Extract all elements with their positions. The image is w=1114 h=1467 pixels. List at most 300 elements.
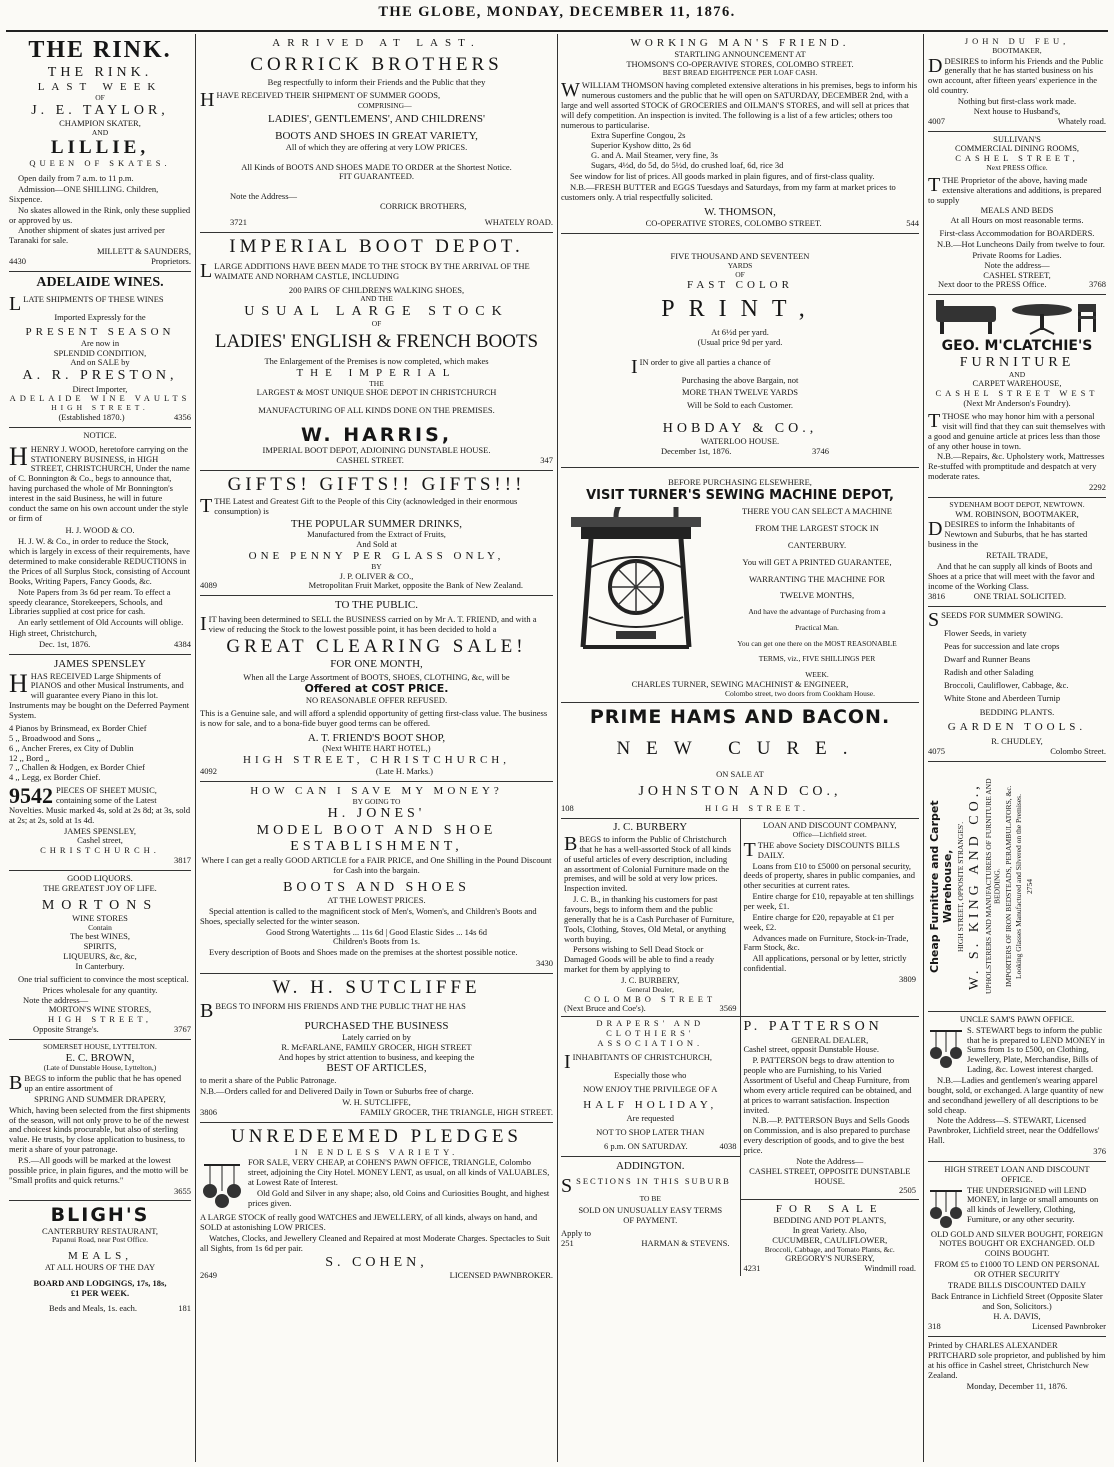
ad-line: CANTERBURY RESTAURANT, — [42, 1225, 158, 1236]
ad-line: OF — [735, 269, 745, 279]
ad-line: WINE STORES — [72, 912, 128, 923]
ad-vertical-line: IMPORTERS OF IRON BEDSTEADS, PERAMBULATORS, &c. — [1003, 785, 1013, 988]
list-item: Sugars, 4½d, do 5d, do 5½d, do crushed loaf, 6d, rice 3d — [591, 160, 784, 171]
ad-line: ONE TRIAL SOLICITED. — [973, 591, 1066, 602]
ad-number: 181 — [178, 1303, 191, 1314]
ad-text: HAS RECEIVED Large Shipments of PIANOS and other Musical Instruments, and will guarantee every Piano in this lot. Instruments may be bought on the Deferred Payment System. — [9, 670, 190, 721]
imprint-date: Monday, December 11, 1876. — [966, 1380, 1068, 1391]
ad-text: This is a Genuine sale, and will afford a splendid opportunity of getting first-class value. The business is now for sale, and to a bona-fide buyer good terms can be offered. — [200, 707, 548, 728]
ad-text: A LARGE STOCK of really good WATCHES and JEWELLERY, of all kinds, always on hand, and SOLD at astonishing LOW PRICES. — [200, 1212, 538, 1233]
ad-text: N.B.—Ladies and gentlemen's wearing apparel bought, sold, or exchanged. A large quantity of new and secondhand jewellery of all descriptions to be sold cheap. — [928, 1074, 1104, 1115]
ad-heading: UNREDEEMED PLEDGES — [230, 1125, 523, 1147]
ad-text: See window for list of prices. All goods marked in plain figures, and of first-class quality. — [570, 170, 875, 181]
ad-number: 3768 — [1089, 279, 1106, 290]
drop-cap: I — [631, 355, 638, 378]
ad-heading: NOTICE. — [83, 429, 117, 440]
column-rule — [195, 34, 196, 1462]
ad-working-mans-friend — [561, 34, 919, 234]
ad-line: General Dealer, — [626, 984, 674, 994]
ad-number: 3817 — [174, 855, 191, 866]
ad-number: 4356 — [173, 411, 191, 422]
ad-line: GARDEN TOOLS. — [947, 721, 1087, 734]
ad-line: ESTABLISHMENT, — [290, 838, 463, 854]
ad-line: CASHEL STREET WEST — [935, 388, 1099, 399]
ad-line: 200 PAIRS OF CHILDREN'S WALKING SHOES, — [288, 284, 465, 295]
ad-heading: WORKING MAN'S FRIEND. — [630, 37, 850, 49]
ad-line: Apply to — [561, 1228, 591, 1239]
ad-text: Old Gold and Silver in any shape; also, old Coins and Curiosities Bought, and highest prices given. — [248, 1188, 550, 1208]
ad-text: DESIRES to inform the Inhabitants of Newtown and Suburbs, that he has started business in the — [928, 519, 1088, 550]
ad-loan-discount — [741, 819, 920, 1016]
ad-line: HARMAN & STEVENS. — [641, 1237, 730, 1248]
pawnbroker-balls-icon — [928, 1188, 964, 1230]
ad-split-row-1 — [561, 819, 919, 1017]
ad-line: Next door to the PRESS Office. — [938, 279, 1047, 290]
ad-heading: JOHN DU FEU, — [964, 36, 1070, 46]
ad-line: When all the Large Assortment of BOOTS, SHOES, CLOTHING, &c, will be — [243, 672, 510, 683]
ad-line: BOOTS AND SHOES IN GREAT VARIETY, — [275, 129, 478, 142]
ad-text: Opposite Strange's. — [33, 1024, 99, 1035]
ad-line: MORTON'S WINE STORES, — [48, 1004, 152, 1015]
ad-text: Note Papers from 3s 6d per ream. To effect a speedy clearance, Storekeepers, Schools, and Libraries supplied at cost price for cash. — [9, 586, 171, 617]
ad-text: Note the Address—S. STEWART, Licensed Pawnbroker, Lichfield street, near the Oddfellows' Hall. — [928, 1115, 1100, 1146]
ad-line: ON SALE AT — [716, 769, 764, 780]
ad-text: Loans from £10 to £5000 on personal security, deeds of property, shares in public companies, and other securities at current rates. — [743, 860, 916, 891]
ad-name: W. THOMSON, — [704, 206, 776, 219]
ad-line: BEDDING AND POT PLANTS, — [773, 1215, 887, 1226]
ad-vertical-heading: Cheap Furniture and Carpet Warehouse, — [928, 800, 954, 973]
ad-line: ADELAIDE WINE VAULTS — [9, 393, 191, 404]
ad-text: Dec. 1st, 1876. — [39, 639, 91, 650]
ad-line: All Kinds of BOOTS AND SHOES MADE TO ORDER at the Shortest Notice. — [241, 161, 512, 172]
ad-heading: HIGH STREET LOAN AND DISCOUNT OFFICE. — [944, 1163, 1090, 1184]
ad-line: BY GOING TO — [352, 796, 401, 806]
ad-line: LARGEST & MOST UNIQUE SHOE DEPOT IN CHRISTCHURCH — [256, 387, 497, 398]
ad-vertical-line: Looking Glasses Manufactured and Silvered on the Premises. — [1014, 793, 1024, 979]
ad-line: Note the address— — [984, 259, 1050, 270]
ad-line: Licensed Pawnbroker — [1032, 1321, 1106, 1332]
ad-line: Beg respectfully to inform their Friends and the Public that they — [267, 76, 486, 87]
ad-text: DESIRES to inform his Friends and the Public generally that he has started business on his own account, after fifteen years' experience in the old country. — [928, 55, 1104, 96]
ad-the-rink — [9, 34, 191, 272]
ad-heading: IMPERIAL BOOT DEPOT. — [229, 235, 524, 257]
ad-line: AND — [1008, 369, 1026, 379]
ad-line: The Enlargement of the Premises is now completed, which makes — [264, 356, 489, 367]
ad-line: Note the Address— — [230, 191, 298, 202]
ad-line: At 6½d per yard. — [711, 326, 769, 337]
ad-line: Note the Address— — [796, 1155, 864, 1166]
ad-text: H. J. W. & Co., in order to reduce the Stock, which is largely in excess of their requirements, have determined to make considerable REDUCTIONS in the Prices of all Surplus Stock, consisting of Account Books, Writing Papers, Fancy Goods, &c. — [9, 536, 191, 586]
ad-line: H. A. DAVIS, — [993, 1311, 1041, 1322]
ad-number: 318 — [928, 1321, 941, 1332]
ad-line: Manufactured from the Extract of Fruits, — [307, 529, 446, 540]
ad-text: BEGS to inform the Public of Christchurch that he has a well-assorted Stock of all kinds of useful articles of every description, including an assortment of Colonial Furniture made on the premises, and will be sold at very low prices. Inspection invited. — [564, 833, 731, 894]
ad-line: Especially those who — [614, 1069, 687, 1080]
ad-line: OF PAYMENT. — [623, 1215, 678, 1226]
ad-line: CASHEL STREET, — [955, 153, 1079, 164]
ad-line: SOLD ON UNUSUALLY EASY TERMS — [578, 1205, 723, 1216]
furniture-illustration — [932, 298, 1102, 338]
ad-name: A. R. PRESTON, — [22, 368, 178, 384]
ad-line: Will be Sold to each Customer. — [687, 400, 793, 411]
ad-line: FIVE THOUSAND AND SEVENTEEN — [670, 251, 810, 262]
ad-number: 4089 — [200, 580, 217, 591]
ad-number: 4007 — [928, 115, 945, 126]
ad-line: And hopes by strict attention to business, and keeping the — [278, 1051, 475, 1062]
ad-text: THE UNDERSIGNED will LEND MONEY, in large or small amounts on all kinds of Jewellery, Clothing, Furniture, or any other security. — [967, 1184, 1099, 1225]
ad-line: FURNITURE — [959, 354, 1075, 370]
ad-line: YARDS — [727, 260, 753, 270]
ad-number: 4092 — [200, 766, 217, 777]
ad-line: WEEK. — [805, 669, 829, 679]
ad-line: CO-OPERATIVE STORES, COLOMBO STREET. — [645, 218, 822, 229]
ad-number: 4231 — [743, 1263, 761, 1274]
ad-line: December 1st, 1876. — [661, 446, 732, 457]
ad-heading: GEO. M'CLATCHIE'S — [941, 338, 1093, 355]
drop-cap: I — [200, 612, 207, 635]
ad-text: IT having been determined to SELL the BUSINESS carried on by Mr A. T. FRIEND, and with a view of reducing the Stock to the lowest possible point, it has been decided to hold a — [208, 613, 537, 634]
ad-line: OF — [371, 319, 382, 329]
ad-line: HIGH STREET, — [47, 1014, 153, 1025]
ad-number: 3746 — [812, 446, 829, 457]
ad-line: H. J. WOOD & CO. — [65, 524, 135, 535]
ad-heading: P. PATTERSON — [743, 1019, 883, 1035]
ad-johnston-hams — [561, 703, 919, 819]
ad-line: HALF HOLIDAY, — [583, 1098, 718, 1111]
drop-cap: I — [564, 1050, 571, 1073]
ad-text: All applications, personal or by letter, strictly confidential. — [743, 953, 907, 974]
ad-text: to merit a share of the Public Patronage. — [200, 1075, 337, 1086]
ad-mclatchie-furniture — [928, 295, 1106, 498]
ad-line: CHAMPION SKATER, — [59, 117, 141, 128]
ad-adelaide-wines — [9, 272, 191, 428]
ad-line: COLOMBO STREET — [584, 993, 717, 1004]
ad-line: LIQUEURS, &c, &c, — [63, 951, 137, 962]
ad-text: High street, Christchurch, — [9, 628, 97, 639]
ad-line: (Next Bruce and Coe's). — [564, 1003, 646, 1014]
ad-line: HIGH STREET, CHRISTCHURCH, — [243, 754, 510, 767]
ad-line: 6 p.m. ON SATURDAY. — [604, 1141, 688, 1152]
ad-text: N.B.—Orders called for and Delivered Daily in Town or Suburbs free of charge. — [200, 1085, 474, 1096]
ad-text: OLD GOLD AND SILVER BOUGHT, FOREIGN NOTES BOUGHT OR EXCHANGED. OLD COINS BOUGHT. — [930, 1228, 1104, 1259]
ad-text: Open daily from 7 a.m. to 11 p.m. — [18, 173, 134, 184]
ad-line: CHARLES TURNER, SEWING MACHINIST & ENGINEER, — [631, 678, 849, 689]
ad-text: THE above Society DISCOUNTS BILLS DAILY. — [757, 839, 900, 860]
ad-line: (Late of Dunstable House, Lyttelton,) — [43, 1063, 157, 1073]
ad-line: RETAIL TRADE, — [986, 550, 1048, 561]
ad-gifts — [200, 471, 553, 596]
ad-text: Beds and Meals, 1s. each. — [49, 1303, 138, 1314]
ad-line: IN ENDLESS VARIETY. — [294, 1146, 459, 1157]
ad-number: 4384 — [174, 639, 191, 650]
ad-heading: J. C. BURBERY — [613, 821, 688, 834]
ad-heading: LOAN AND DISCOUNT COMPANY, — [762, 820, 897, 831]
ad-line: CASHEL STREET. — [336, 455, 404, 465]
ad-line: Good Strong Watertights ... 11s 6d | Good Elastic Sides ... 14s 6d — [265, 926, 488, 937]
ad-vertical-line: UPHOLSTERERS AND MANUFACTURERS OF FURNITURE AND BEDDING. — [984, 778, 1003, 995]
drop-cap: B — [9, 1072, 23, 1095]
ad-line: FROM THE LARGEST STOCK IN — [755, 522, 879, 533]
ad-line: GOOD LIQUORS. — [67, 872, 133, 883]
ad-line: And Sold at — [356, 539, 397, 550]
ad-text: S. STEWART begs to inform the public that he is prepared to LEND MONEY in Sums from 1s to £500, on Clothing, Jewellery, Plate, Merchandise, Bills of Lading, &c. Lowest interest charged. — [967, 1024, 1105, 1075]
ad-line: Cashel street, opposit Dunstable House. — [743, 1044, 880, 1055]
ad-james-spensley — [9, 655, 191, 871]
ad-line: HIGH STREET. — [51, 403, 149, 413]
column-4 — [925, 34, 1109, 1462]
ad-line: CANTERBURY. — [787, 539, 847, 550]
ad-line: JAMES SPENSLEY, — [63, 825, 137, 836]
ad-line: PURCHASED THE BUSINESS — [304, 1020, 449, 1033]
list-item: 5 ,, Broadwood and Sons ,, — [9, 732, 101, 743]
drop-cap: T — [200, 494, 213, 517]
ad-text: Proprietors. — [151, 256, 191, 267]
ad-name: HOBDAY & CO., — [662, 421, 818, 437]
list-item: 4 Pianos by Brinsmead, ex Border Chief — [9, 722, 147, 733]
ad-name: W. HARRIS, — [300, 424, 453, 447]
ad-corrick-brothers — [200, 34, 553, 233]
ad-line: MANUFACTURING OF ALL KINDS DONE ON THE PREMISES. — [258, 405, 495, 416]
ad-line: COMMERCIAL DINING ROOMS, — [954, 143, 1080, 154]
ad-line: MORE THAN TWELVE YARDS — [682, 387, 798, 398]
ad-heading: PRINT, — [661, 296, 819, 323]
ad-heading: CORRICK BROTHERS — [250, 53, 503, 75]
ad-text: Special attention is called to the magnificent stock of Men's, Women's, and Children's Boots and Shoes, specially selected for the winter season. — [200, 905, 537, 926]
ad-text: THE Latest and Greatest Gift to the People of this City (acknowledged in their enormous consumption) is — [214, 495, 518, 516]
ad-line: FOR ONE MONTH, — [330, 657, 423, 670]
ad-line: AT THE LOWEST PRICES. — [327, 894, 426, 905]
ad-line: WM. ROBINSON, BOOTMAKER, — [955, 508, 1079, 519]
ad-mortons — [9, 871, 191, 1040]
ad-text: Every description of Boots and Shoes made on the premises at the shortest possible notice. — [209, 947, 518, 958]
ad-text: LARGE ADDITIONS HAVE BEEN MADE TO THE STOCK BY THE ARRIVAL OF THE WAIMATE AND NORHAM CASTLE, INCLUDING — [214, 260, 530, 281]
ad-line: Lately carried on by — [342, 1031, 411, 1042]
ad-text: HAVE RECEIVED THEIR SHIPMENT OF SUMMER GOODS, — [216, 89, 441, 100]
ad-s-cohen — [200, 1123, 553, 1285]
ad-text: BEGS to inform the public that he has opened up an entire assortment of — [24, 1073, 182, 1094]
ad-line: Practical Man. — [795, 622, 839, 632]
ad-text: INHABITANTS OF CHRISTCHURCH, — [572, 1051, 713, 1062]
ad-line: R. CHUDLEY, — [991, 736, 1043, 747]
ad-line: GENERAL DEALER, — [791, 1034, 869, 1045]
ad-line: Note the address— — [23, 994, 89, 1005]
ad-number: 3809 — [899, 973, 916, 984]
ad-line: BEST BREAD EIGHTPENCE PER LOAF CASH. — [662, 68, 818, 78]
ad-line: COMPRISING— — [357, 100, 412, 110]
ad-line: Metropolitan Fruit Market, opposite the Bank of New Zealand. — [308, 580, 523, 591]
ad-line: WATERLOO HOUSE. — [700, 436, 780, 447]
ad-text: Another shipment of skates just arrived per Taranaki for sale. — [9, 225, 165, 246]
ad-addington — [561, 1156, 740, 1249]
ad-line: Papanui Road, near Post Office. — [51, 1235, 149, 1245]
ad-text: J. C. B., in thanking his customers for past favours, begs to inform them and the public generally that he is a Cash Purchaser of Furniture, Tools, Clothing, Stoves, Old Metal, or anything worth buying. — [564, 894, 735, 944]
ad-line: Private Rooms for Ladies. — [972, 249, 1062, 260]
ad-line: AT ALL HOURS OF THE DAY — [44, 1261, 156, 1272]
ad-signature: MILLETT & SAUNDERS, — [96, 246, 191, 257]
list-item: Radish and other Salading — [944, 666, 1034, 677]
ad-line: CHRISTCHURCH. — [40, 845, 160, 856]
ad-line: BEFORE PURCHASING ELSEWHERE, — [668, 477, 812, 488]
drop-cap: H — [9, 668, 28, 698]
ad-line: WHATELY ROAD. — [484, 216, 553, 227]
ad-line: AND — [91, 127, 109, 137]
ad-heading: ADELAIDE WINES. — [36, 274, 164, 290]
ad-line: BEDDING PLANTS. — [979, 707, 1055, 718]
ad-line: LICENSED PAWNBROKER. — [449, 1270, 553, 1281]
ad-line: £1 PER WEEK. — [70, 1287, 130, 1298]
ad-big-number: 9542 — [9, 783, 53, 809]
ad-line: (Next WHITE HART HOTEL,) — [322, 743, 431, 754]
ad-line: Next PRESS Office. — [986, 163, 1048, 173]
list-item: Dwarf and Runner Beans — [944, 654, 1031, 665]
ad-heading: THE RINK. — [28, 37, 172, 63]
column-rule — [923, 34, 924, 1462]
ad-text: And that he can supply all kinds of Boots and Shoes at a price that will meet with the favor and income of the Working Class. — [928, 560, 1095, 591]
drop-cap: B — [200, 1000, 214, 1023]
list-item: Extra Superfine Congou, 2s — [591, 130, 686, 141]
ad-line: THE GREATEST JOY OF LIFE. — [43, 882, 157, 893]
ad-line: HIGH STREET. — [704, 803, 809, 814]
ad-number: 4038 — [719, 1141, 737, 1152]
ad-uncle-sams — [928, 1012, 1106, 1162]
ad-number: 3430 — [536, 958, 553, 969]
ad-line: NO REASONABLE OFFER REFUSED. — [305, 695, 448, 706]
ad-line: THOMSON'S CO-OPERAVIVE STORES, COLOMBO STREET. — [626, 58, 854, 69]
ad-text: Where I can get a really GOOD ARTICLE for a FAIR PRICE, and One Shilling in the Pound Discount for Cash into the bargain. — [201, 855, 552, 875]
ad-drapers-association — [561, 1017, 741, 1276]
ad-line: ONE PENNY PER GLASS ONLY, — [248, 550, 505, 563]
ad-text: N.B.—Repairs, &c. Upholstery work, Mattresses Re-stuffed with promptitude and despatch at very moderate rates. — [928, 451, 1105, 482]
ad-text: N.B.—FRESH BUTTER and EGGS Tuesdays and Saturdays, from my farm at market prices to customers only. A trial respectfully solicited. — [561, 181, 896, 202]
ad-line: TRADE BILLS DISCOUNTED DAILY — [947, 1279, 1087, 1290]
ad-heading: SULLIVAN'S — [993, 133, 1041, 144]
ad-number: 3655 — [174, 1185, 191, 1196]
ad-patterson — [741, 1017, 920, 1276]
ad-line: BEST OF ARTICLES, — [326, 1062, 427, 1075]
ad-heading: MORTONS — [41, 897, 159, 913]
ad-number: 251 — [561, 1237, 574, 1248]
ad-number: 544 — [906, 218, 919, 229]
ad-line: NOT TO SHOP LATER THAN — [596, 1127, 705, 1138]
ad-number: 3816 — [928, 591, 945, 602]
ad-line: First-class Accommodation for BOARDERS. — [939, 228, 1095, 239]
ad-number: 108 — [561, 803, 574, 814]
ad-line: In Canterbury. — [75, 961, 125, 972]
ad-line: GREGORY'S NURSERY, — [785, 1253, 875, 1264]
ad-number: 347 — [540, 455, 553, 465]
ad-number: 2292 — [1089, 482, 1106, 493]
ad-line: MEALS, — [67, 1250, 133, 1263]
ad-text: IN order to give all parties a chance of — [639, 356, 771, 367]
ad-number: 2649 — [200, 1270, 217, 1281]
ad-heading: ADDINGTON. — [615, 1159, 685, 1172]
ad-line: STARTLING ANNOUNCEMENT AT — [674, 48, 806, 59]
ad-clearing-sale — [200, 596, 553, 782]
ad-line: (Established 1870.) — [58, 411, 125, 422]
ad-line: Next house to Husband's, — [973, 105, 1061, 116]
drop-cap: T — [928, 173, 941, 196]
ad-h-jones — [200, 782, 553, 974]
ad-number: 3721 — [230, 216, 247, 227]
ad-number: 4430 — [9, 256, 26, 267]
ad-line: Are now in — [80, 337, 120, 348]
ad-text: FOR SALE, VERY CHEAP, at COHEN'S PAWN OFFICE, TRIANGLE, Colombo street, adjoining the City Hotel. MONEY LENT, as usual, on all kinds of VALUABLES, at Lowest Rate of Interest. — [248, 1157, 550, 1188]
ad-text: P. PATTERSON begs to draw attention to people who are Furnishing, to his Varied Assortment of Useful and Cheap Furniture, from whom every article required can be obtained, and at prices to warrant satisfaction. Inspection invited. — [743, 1055, 912, 1115]
list-item: Flower Seeds, in variety — [944, 628, 1027, 639]
ad-sutcliffe — [200, 974, 553, 1123]
ad-ws-king-vertical — [928, 762, 1106, 1012]
drop-cap: S — [928, 609, 940, 632]
ad-line: NOW ENJOY THE PRIVILEGE OF A — [583, 1083, 718, 1094]
column-1 — [6, 34, 194, 1462]
ad-ha-davis — [928, 1162, 1106, 1337]
ad-line: Whately road. — [1057, 115, 1106, 126]
ad-text: N.B.—Hot Luncheons Daily from twelve to four. — [937, 238, 1105, 249]
ad-heading: UNCLE SAM'S PAWN OFFICE. — [959, 1013, 1075, 1024]
ad-line: In great Variety. Also, — [792, 1224, 867, 1235]
ad-hobday — [561, 234, 919, 468]
ad-text: One trial sufficient to convince the most sceptical. — [18, 973, 189, 984]
ad-line: Prices wholesale for any quantity. — [42, 984, 158, 995]
ad-line: (Next Mr Anderson's Foundry). — [963, 398, 1071, 409]
ad-line: CASHEL STREET, OPPOSITE DUNSTABLE HOUSE. — [749, 1165, 911, 1186]
ad-line: BY — [371, 561, 382, 571]
ad-line: Purchasing the above Bargain, not — [681, 374, 799, 385]
ad-number: 2505 — [899, 1185, 916, 1196]
ad-number: 3806 — [200, 1106, 217, 1117]
ad-text: P.S.—All goods will be marked at the lowest possible price, in plain figures, and the motto will be "Small profits and quick returns." — [9, 1155, 189, 1185]
ad-text: PIECES OF SHEET MUSIC, containing some of the Latest Novelties. Music marked 4s, sold at 2s 8d; at 3s, sold at 2s; at 2s, sold at 1s 4d. — [9, 785, 191, 825]
ad-heading: H. JONES' — [327, 806, 426, 822]
list-item: 4 ,, Legg, ex Border Chief. — [9, 772, 101, 783]
ad-chudley-seeds — [928, 607, 1106, 761]
ad-line: Offered at COST PRICE. — [304, 682, 449, 696]
ad-text: THOSE who may honor him with a personal visit will find that they can suit themselves with a good and genuine article at prices less than those of any other house in town. — [928, 411, 1106, 451]
ad-line: The best WINES, — [69, 931, 131, 942]
column-3 — [558, 34, 922, 1462]
ad-line: TERMS, viz., FIVE SHILLINGS PER — [758, 654, 876, 664]
sewing-machine-illustration — [561, 507, 711, 657]
ad-line: Imported Expressly for the — [54, 312, 146, 323]
ad-text: FROM £5 to £1000 TO LEND ON PERSONAL OR OTHER SECURITY — [934, 1259, 1100, 1279]
ad-text: Advances made on Furniture, Stock-in-Trade, Farm Stock, &c. — [743, 932, 909, 953]
list-item: 7 ,, Challen & Hodgen, ex Border Chief — [9, 762, 145, 773]
ad-line: USUAL LARGE STOCK — [244, 304, 509, 320]
drop-cap: W — [561, 79, 580, 102]
ad-heading: PRIME HAMS AND BACON. — [589, 706, 891, 729]
ad-line: Are requested — [626, 1113, 674, 1124]
ad-heading: SYDENHAM BOOT DEPOT, NEWTOWN. — [949, 499, 1085, 509]
list-item: White Stone and Aberdeen Turnip — [944, 692, 1061, 703]
ad-line: Direct Importer, — [72, 383, 128, 394]
ad-line: (Usual price 9d per yard. — [697, 336, 783, 347]
drop-cap: H — [9, 441, 28, 471]
list-item: Broccoli, Cauliflower, Cabbage, &c. — [944, 679, 1069, 690]
ad-vertical-line: HIGH STREET, OPPOSITE STRANGES'. — [955, 821, 965, 952]
ad-ec-brown — [9, 1040, 191, 1201]
ad-text: An early settlement of Old Accounts will oblige. — [18, 617, 184, 628]
ad-line: You can get one there on the MOST REASONABLE — [737, 638, 897, 648]
ad-line: SPLENDID CONDITION, — [53, 347, 147, 358]
list-item: G. and A. Mail Steamer, very fine, 3s — [591, 150, 718, 161]
ad-name: J. E. TAYLOR, — [31, 102, 169, 118]
ad-line: LAST WEEK — [37, 81, 163, 94]
ad-text: BEGS TO INFORM HIS FRIENDS AND THE PUBLIC THAT HE HAS — [215, 1001, 466, 1012]
ad-number: 3767 — [174, 1024, 191, 1035]
pawnbroker-balls-icon — [200, 1161, 244, 1211]
drop-cap: T — [928, 410, 941, 433]
ad-blighs — [9, 1201, 191, 1318]
